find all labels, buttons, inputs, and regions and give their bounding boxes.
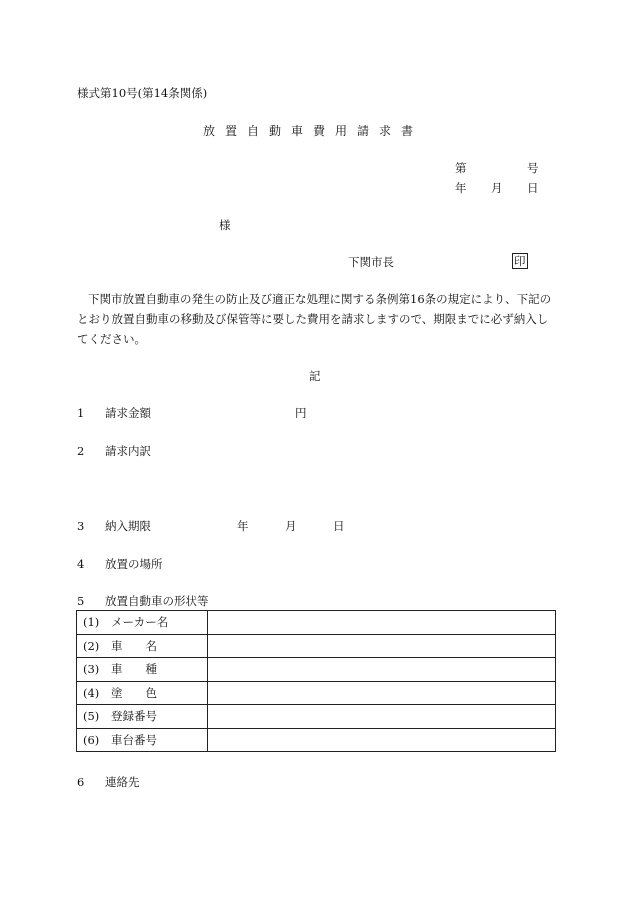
item-label: 請求金額 — [105, 406, 151, 420]
item-deadline — [77, 518, 151, 534]
spec-row — [77, 705, 556, 729]
date-day: 日 — [527, 181, 539, 195]
doc-no-suffix: 号 — [527, 161, 539, 175]
addressee-suffix: 様 — [219, 218, 231, 232]
spec-value-cell — [208, 634, 556, 658]
spec-label-cell — [77, 681, 208, 705]
spec-number: (4) — [83, 685, 100, 700]
doc-no-prefix: 第 — [455, 161, 467, 175]
seal-text: 印 — [514, 254, 526, 268]
date-month: 月 — [491, 181, 503, 195]
spec-value-cell — [208, 705, 556, 729]
item-location — [77, 556, 163, 572]
item-label: 納入期限 — [105, 519, 151, 533]
spec-number: (2) — [83, 638, 100, 653]
spec-row — [77, 634, 556, 658]
deadline-month: 月 — [285, 519, 297, 533]
item-shape — [77, 593, 209, 609]
spec-value-cell — [208, 728, 556, 752]
item-amount — [77, 405, 151, 421]
spec-value-cell — [208, 681, 556, 705]
spec-table-body — [77, 611, 556, 752]
spec-label: 車 名 — [111, 638, 157, 653]
amount-unit: 円 — [295, 406, 307, 420]
spec-label: 車 種 — [111, 662, 157, 677]
spec-label-cell — [77, 611, 208, 635]
seal-mark — [512, 253, 528, 269]
item-number: 3 — [77, 519, 85, 533]
form-number: 様式第10号(第14条関係) — [77, 86, 208, 100]
spec-value-cell — [208, 611, 556, 635]
spec-number: (3) — [83, 662, 100, 677]
spec-number: (1) — [83, 615, 100, 630]
item-number: 2 — [77, 444, 85, 458]
deadline-year: 年 — [237, 519, 249, 533]
item-number: 4 — [77, 557, 85, 571]
spec-label: 車台番号 — [111, 732, 157, 747]
item-label: 連絡先 — [105, 775, 140, 789]
item-breakdown — [77, 443, 151, 459]
spec-label-cell — [77, 705, 208, 729]
item-number: 5 — [77, 594, 85, 608]
issuer-name: 下関市長 — [348, 255, 394, 269]
spec-row — [77, 728, 556, 752]
vehicle-spec-table — [76, 610, 556, 752]
date-year: 年 — [455, 181, 467, 195]
spec-row — [77, 658, 556, 682]
spec-label: メーカー名 — [111, 615, 169, 630]
body-text: 下関市放置自動車の発生の防止及び適正な処理に関する条例第16条の規定により、下記のとおり放置自動車の移動及び保管等に要した費用を請求しますので、期限までに必ず納入してください。 — [77, 292, 552, 346]
item-label: 放置自動車の形状等 — [105, 594, 209, 608]
spec-row — [77, 611, 556, 635]
ki-heading: 記 — [309, 369, 321, 383]
spec-row — [77, 681, 556, 705]
spec-value-cell — [208, 658, 556, 682]
spec-number: (5) — [83, 709, 100, 724]
spec-label-cell — [77, 658, 208, 682]
deadline-day: 日 — [333, 519, 345, 533]
item-number: 6 — [77, 775, 85, 789]
spec-label-cell — [77, 634, 208, 658]
spec-number: (6) — [83, 732, 100, 747]
document-title: 放置自動車費用請求書 — [203, 124, 424, 138]
item-number: 1 — [77, 406, 85, 420]
item-label: 放置の場所 — [105, 557, 163, 571]
spec-label-cell — [77, 728, 208, 752]
spec-label: 登録番号 — [111, 709, 157, 724]
spec-label: 塗 色 — [111, 685, 157, 700]
item-label: 請求内訳 — [105, 444, 151, 458]
item-contact — [77, 774, 140, 790]
